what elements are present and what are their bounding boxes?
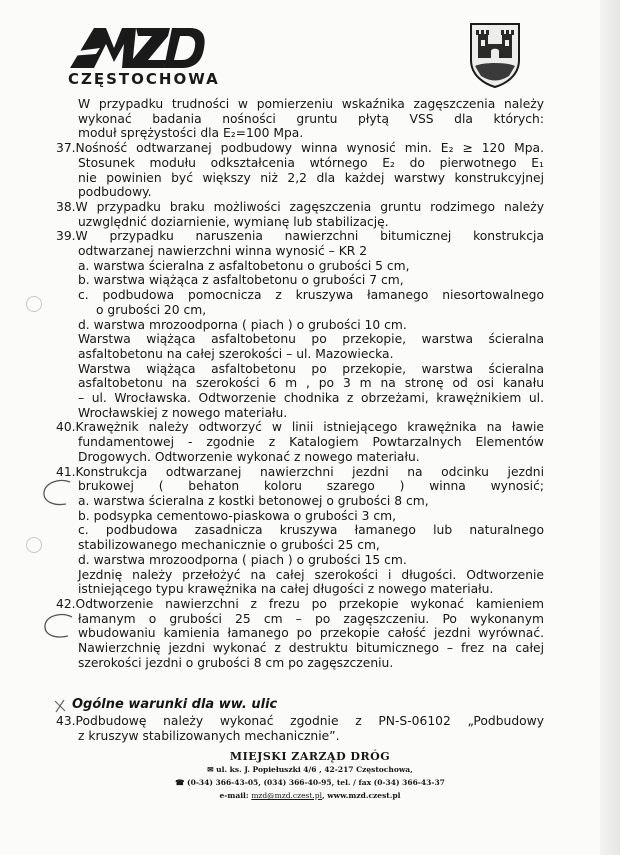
text-line: łamanym o grubości 25 cm – po zagęszczeniu. Po wykonanym bbox=[78, 611, 544, 626]
text-line: odtwarzanej nawierzchni winna wynosić – KR 2 bbox=[78, 244, 368, 259]
website: , www.mzd.czest.pl bbox=[321, 791, 401, 800]
binder-hole bbox=[26, 296, 42, 312]
text-line: o grubości 20 cm, bbox=[96, 302, 207, 317]
address-line bbox=[120, 763, 500, 776]
text-line: W przypadku trudności w pomierzeniu wskaźnika zagęszczenia należy bbox=[78, 97, 544, 111]
envelope-icon: ✉ bbox=[207, 765, 214, 774]
email-label: e-mail: bbox=[219, 791, 249, 800]
letterhead-footer bbox=[120, 750, 500, 802]
text-line: Wrocławskiej z nowego materiału. bbox=[78, 405, 288, 420]
contact-line bbox=[120, 789, 500, 802]
handwritten-x-mark bbox=[52, 698, 68, 714]
list-item: d. warstwa mrozoodporna ( piach ) o grubości 10 cm. bbox=[78, 317, 407, 332]
text-line: wykonać badania nośności gruntu płytą VSS dla których: bbox=[78, 111, 544, 126]
text-line: – ul. Wrocławska. Odtworzenie chodnika z obrzeżami, krawężnikiem ul. bbox=[78, 391, 544, 406]
text-line: szerokości jezdni o grubości 8 cm po zagęszczeniu. bbox=[78, 655, 394, 670]
document-body bbox=[56, 97, 544, 670]
list-item: b. warstwa wiążąca z asfaltobetonu o grubości 7 cm, bbox=[78, 273, 404, 288]
list-item: c. podbudowa zasadnicza kruszywa łamanego lub naturalnego bbox=[78, 523, 544, 538]
list-item: d. warstwa mrozoodporna ( piach ) o grubości 15 cm. bbox=[78, 552, 407, 567]
text-line: z kruszyw stabilizowanych mechanicznie”. bbox=[78, 728, 340, 743]
email-link[interactable]: mzd@mzd.czest.pl bbox=[251, 791, 322, 800]
item-43 bbox=[56, 714, 544, 743]
text-line: stabilizowanego mechanicznie o grubości 25 cm, bbox=[78, 538, 380, 553]
text-line: 43.Podbudowę należy wykonać zgodnie z PN-S-06102 „Podbudowy bbox=[56, 714, 544, 728]
phones: (0-34) 366-43-05, (034) 366-40-95, tel. / fax (0-34) 366-43-37 bbox=[187, 778, 445, 787]
text-line: asfaltobetonu na całej szerokości – ul. Mazowiecka. bbox=[78, 346, 394, 361]
text-line: Warstwa wiążąca asfaltobetonu po przekopie, warstwa ścieralna bbox=[78, 361, 544, 376]
section-heading: Ogólne warunki dla ww. ulic bbox=[72, 697, 278, 712]
text-line: Drogowych. Odtworzenie wykonać z nowego materiału. bbox=[78, 449, 420, 464]
text-line: Nawierzchnię jezdni wykonać z destruktu bitumicznego – frez na całej bbox=[78, 641, 544, 656]
text-line: Warstwa wiążąca asfaltobetonu po przekopie, warstwa ścieralna bbox=[78, 332, 544, 347]
phone-line bbox=[120, 776, 500, 789]
item-42: 42.Odtworzenie nawierzchni z frezu po przekopie wykonać kamieniem bbox=[56, 596, 544, 611]
text-line: uzwględnić doziarnienie, wymianę lub stabilizację. bbox=[78, 214, 389, 229]
logo-subtitle: CZĘSTOCHOWA bbox=[68, 70, 220, 88]
handwritten-circle-mark bbox=[40, 611, 80, 641]
list-item: a. warstwa ścieralna z asfaltobetonu o grubości 5 cm, bbox=[78, 258, 410, 273]
item-41: 41.Konstrukcja odtwarzanej nawierzchni jezdni na odcinku jezdni bbox=[56, 464, 544, 479]
binder-hole bbox=[26, 537, 42, 553]
address: ul. ks. J. Popiełuszki 4/6 , 42-217 Częstochowa, bbox=[216, 765, 413, 774]
page-edge bbox=[600, 0, 620, 855]
text-line: Stosunek modułu odkształcenia wtórnego E₂ do pierwotnego E₁ bbox=[78, 155, 544, 170]
text-line: podbudowy. bbox=[78, 185, 152, 200]
text-line: nie powinien być większy niż 2,2 dla każdej warstwy konstrukcyjnej bbox=[78, 170, 544, 185]
text-line: wbudowaniu kamienia łamanego po przekopie całość jezdni wyrównać. bbox=[78, 626, 544, 641]
list-item: c. podbudowa pomocnicza z kruszywa łamanego niesortowalnego bbox=[78, 288, 544, 303]
phone-icon: ☎ bbox=[175, 778, 185, 787]
item-39: 39.W przypadku naruszenia nawierzchni bitumicznej konstrukcja bbox=[56, 229, 544, 244]
text-line: brukowej ( behaton koloru szarego ) winna wynosić; bbox=[78, 479, 544, 494]
text-line: istniejącego typu krawężnika na całej długości z nowego materiału. bbox=[78, 582, 494, 597]
text-line: asfaltobetonu na szerokości 6 m , po 3 m na stronę od osi kanału bbox=[78, 376, 544, 391]
item-40: 40.Krawężnik należy odtworzyć w linii istniejącego krawężnika na ławie bbox=[56, 420, 544, 435]
city-coat-of-arms bbox=[469, 22, 521, 88]
list-item: a. warstwa ścieralna z kostki betonowej o grubości 8 cm, bbox=[78, 493, 429, 508]
item-37: 37.Nośność odtwarzanej podbudowy winna wynosić min. E₂ ≥ 120 Mpa. bbox=[56, 141, 544, 156]
mzd-logo-mark bbox=[66, 22, 206, 70]
handwritten-circle-mark bbox=[40, 478, 80, 508]
text-line: moduł sprężystości dla E₂=100 Mpa. bbox=[78, 126, 304, 141]
text-line: fundamentowej - zgodnie z Katalogiem Powtarzalnych Elementów bbox=[78, 435, 544, 450]
mzd-logo bbox=[66, 22, 220, 88]
list-item: b. podsypka cementowo-piaskowa o grubości 3 cm, bbox=[78, 508, 397, 523]
org-name: MIEJSKI ZARZĄD DRÓG bbox=[229, 750, 391, 763]
text-line: Jezdnię należy przełożyć na całej szerokości i długości. Odtworzenie bbox=[78, 567, 544, 582]
item-38: 38.W przypadku braku możliwości zagęszczenia gruntu rodzimego należy bbox=[56, 199, 544, 214]
